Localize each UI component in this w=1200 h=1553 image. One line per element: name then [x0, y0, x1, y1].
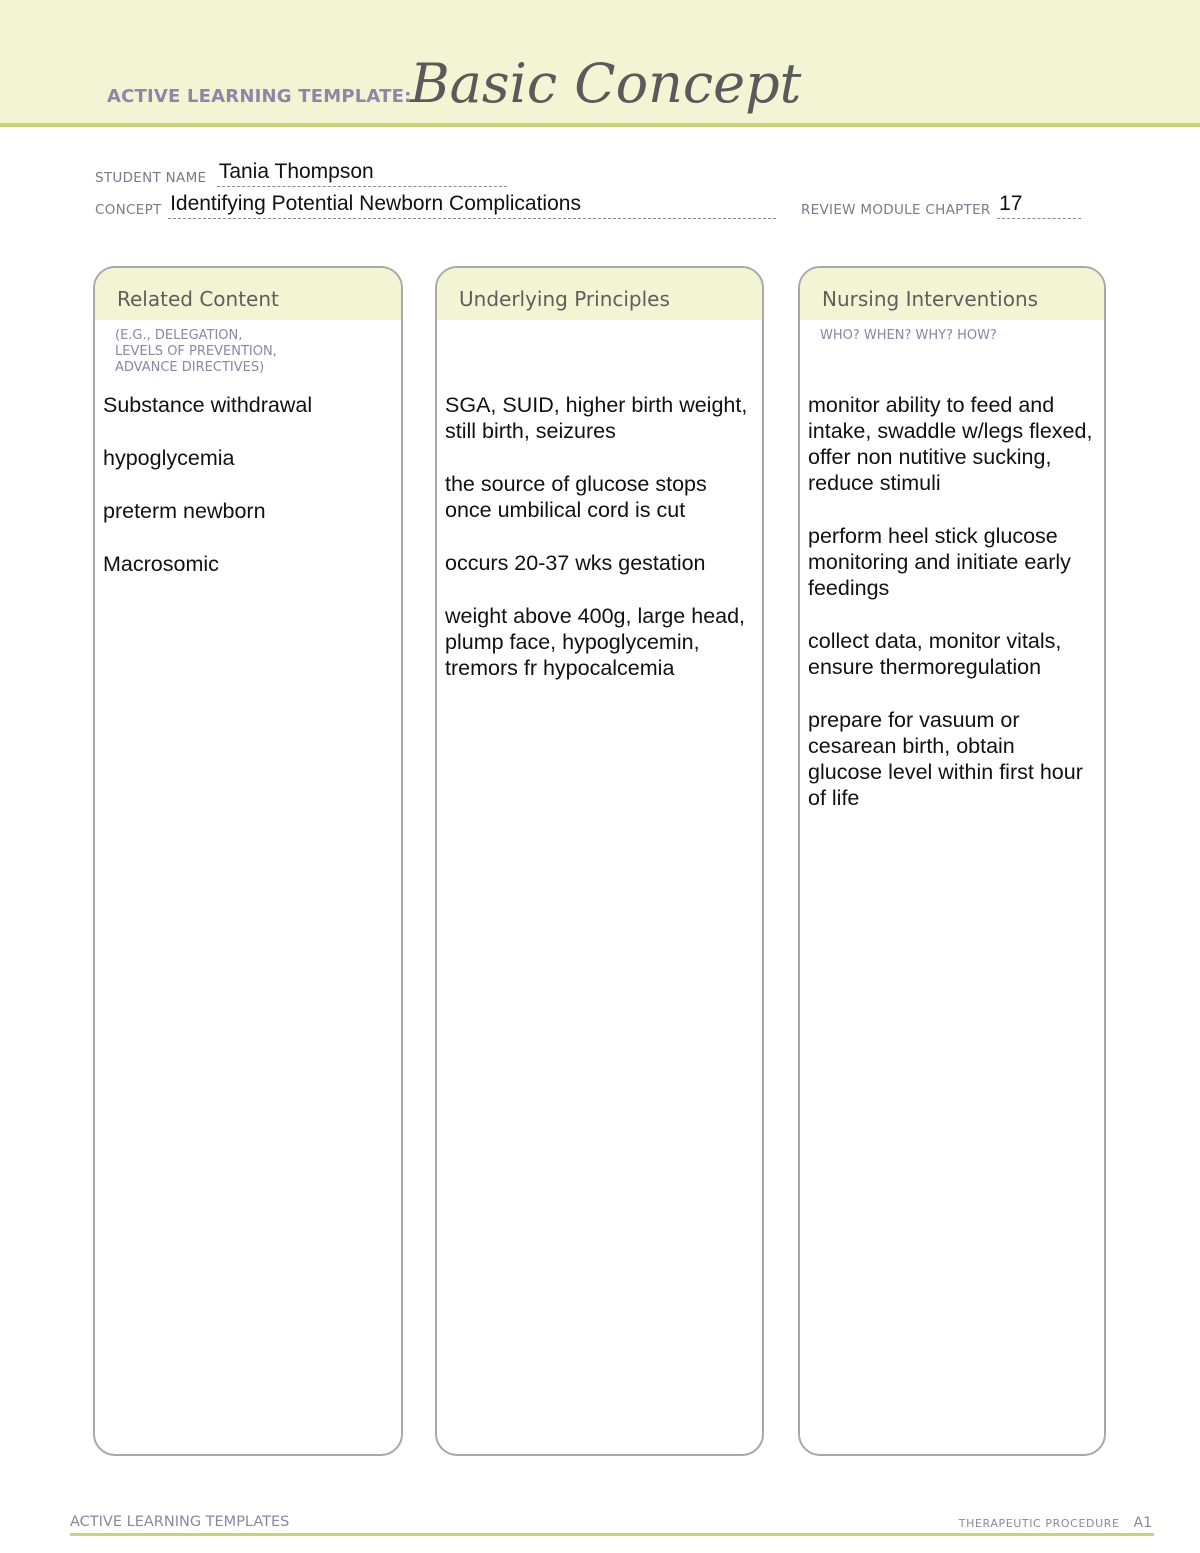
chapter-value: 17 — [999, 192, 1023, 215]
template-title: Basic Concept — [410, 52, 802, 115]
footer-left: ACTIVE LEARNING TEMPLATES — [70, 1514, 290, 1530]
related-entry: Substance withdrawal — [103, 393, 313, 417]
related-entry: Macrosomic — [103, 552, 219, 576]
student-name-field[interactable] — [217, 160, 507, 187]
principle-entry: occurs 20-37 wks gestation — [445, 551, 706, 575]
nursing-interventions-hint — [800, 320, 1104, 382]
intervention-entry: perform heel stick glucose monitoring and initiate early feedings — [808, 524, 1071, 600]
nursing-interventions-panel — [798, 266, 1106, 1456]
hint-line: ADVANCE DIRECTIVES) — [115, 360, 265, 375]
underlying-principles-hint — [437, 320, 762, 382]
header-rule — [0, 123, 1200, 127]
related-content-body[interactable] — [95, 382, 401, 577]
related-content-title: Related Content — [95, 268, 401, 320]
underlying-principles-title: Underlying Principles — [437, 268, 762, 320]
footer-rule — [70, 1533, 1154, 1536]
related-entry: hypoglycemia — [103, 446, 235, 470]
chapter-label: REVIEW MODULE CHAPTER — [801, 202, 991, 218]
concept-row — [95, 192, 776, 219]
footer-section: THERAPEUTIC PROCEDURE — [958, 1517, 1120, 1530]
principle-entry: the source of glucose stops once umbilical cord is cut — [445, 472, 707, 522]
footer-right — [959, 1515, 1152, 1531]
principle-entry: SGA, SUID, higher birth weight, still birth, seizures — [445, 393, 748, 443]
related-content-hint — [95, 320, 401, 382]
hint-line: LEVELS OF PREVENTION, — [115, 344, 277, 359]
intervention-entry: prepare for vasuum or cesarean birth, obtain glucose level within first hour of life — [808, 708, 1083, 810]
student-name-row — [95, 160, 507, 187]
nursing-interventions-body[interactable] — [800, 382, 1104, 811]
related-content-panel — [93, 266, 403, 1456]
concept-field[interactable] — [168, 192, 776, 219]
student-name-value: Tania Thompson — [218, 160, 374, 183]
nursing-interventions-title: Nursing Interventions — [800, 268, 1104, 320]
concept-label: CONCEPT — [95, 202, 162, 218]
student-name-label: STUDENT NAME — [95, 170, 207, 186]
hint-line: (E.G., DELEGATION, — [115, 328, 243, 343]
hint-line: WHO? WHEN? WHY? HOW? — [820, 328, 997, 343]
intervention-entry: monitor ability to feed and intake, swaddle w/legs flexed, offer non nutitive sucking, reduce stimuli — [808, 393, 1093, 495]
chapter-row — [801, 192, 1081, 219]
page-number: A1 — [1133, 1515, 1152, 1531]
intervention-entry: collect data, monitor vitals, ensure thermoregulation — [808, 629, 1062, 679]
underlying-principles-panel — [435, 266, 764, 1456]
chapter-field[interactable] — [997, 192, 1081, 219]
underlying-principles-body[interactable] — [437, 382, 762, 681]
template-label: ACTIVE LEARNING TEMPLATE: — [107, 86, 412, 107]
principle-entry: weight above 400g, large head, plump face, hypoglycemin, tremors fr hypocalcemia — [445, 604, 746, 680]
related-entry: preterm newborn — [103, 499, 266, 523]
concept-value: Identifying Potential Newborn Complications — [170, 192, 581, 215]
